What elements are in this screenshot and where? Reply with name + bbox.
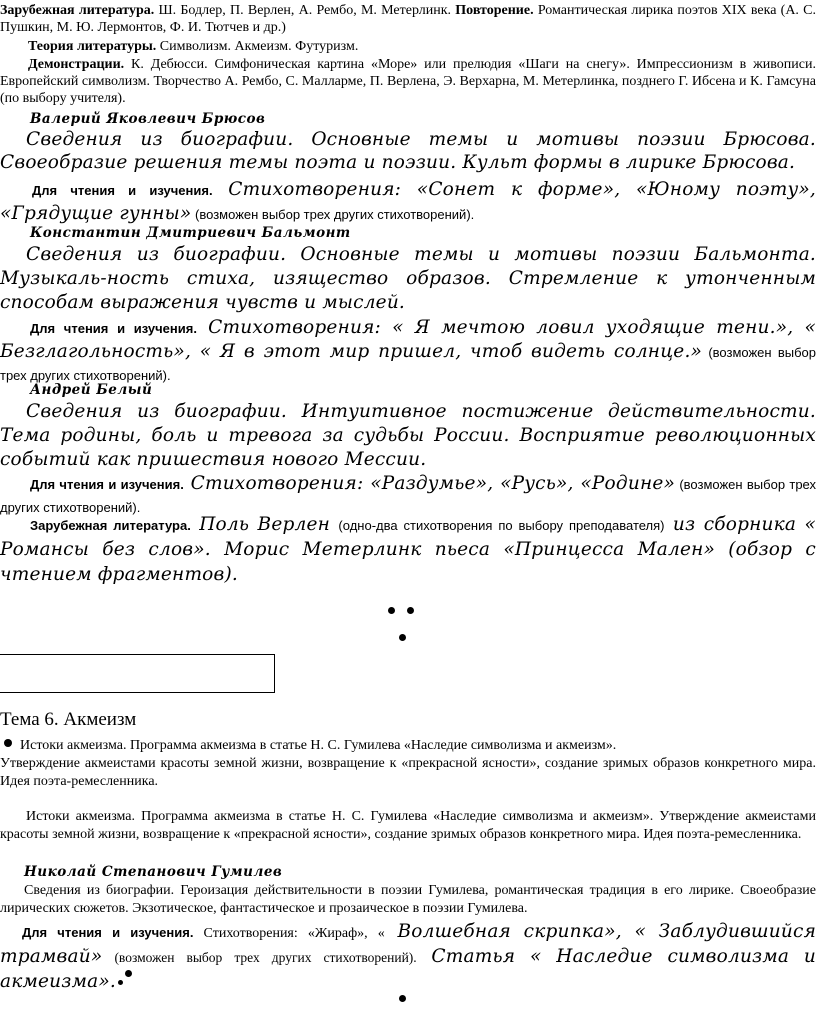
author-name-gumilev: Николай Степанович Гумилев	[24, 864, 283, 880]
verlaine-paragraph	[0, 513, 816, 588]
bely-bio: Сведения из биографии. Интуитивное постижение действительности. Тема родины, боль и тревога за судьбы России. Восприятие революционных событий как пришествия нового Мессии.	[0, 401, 816, 470]
demonstrations-text: К. Дебюсси. Симфоническая картина «Море» или прелюдия «Шаги на снегу». Импрессионизм в живописи. Европейский символизм. Творчество А. Рембо, С. Малларме, П. Верлена, Э. Верхарна, М. Метерлинка, позднего Г. Ибсена и К. Гамсуна (по выбору учителя).	[0, 57, 816, 106]
balmont-poems: Стихотворения: « Я мечтою ловил уходящие тени.», « Безглагольность», « Я в этот мир пришел, чтоб видеть солнце.»	[0, 317, 816, 362]
author-name-bely: Андрей Белый	[30, 382, 153, 398]
bullet-dot	[388, 607, 395, 614]
bryusov-reading-label: Для чтения и изучения.	[32, 183, 213, 198]
verlaine-name: Поль Верлен	[190, 514, 339, 535]
foreign-literature-paragraph	[0, 2, 816, 36]
gumilev-reading-label: Для чтения и изучения.	[22, 925, 194, 940]
balmont-bio: Сведения из биографии. Основные темы и мотивы поэзии Бальмонта. Музыкаль-ность стиха, изящество образов. Стремление к утонченным способам выражения чувств и мыслей.	[0, 244, 816, 313]
bely-poems: Стихотворения: «Раздумье», «Русь», «Родине»	[183, 473, 675, 494]
author-name-balmont: Константин Дмитриевич Бальмонт	[30, 225, 351, 241]
demonstrations-label: Демонстрации.	[28, 57, 125, 72]
balmont-reading-label: Для чтения и изучения.	[30, 321, 197, 336]
theory-paragraph	[0, 38, 816, 55]
empty-frame	[0, 654, 275, 693]
topic-title: Тема 6. Акмеизм	[0, 709, 137, 730]
balmont-reading	[0, 316, 816, 387]
theory-label: Теория литературы.	[28, 39, 157, 54]
demonstrations-paragraph	[0, 56, 816, 107]
acmeism-bullet-text: Истоки акмеизма. Программа акмеизма в статье Н. С. Гумилева «Наследие символизма и акмеизм».	[20, 738, 617, 753]
theory-text: Символизм. Акмеизм. Футуризм.	[156, 39, 359, 54]
bryusov-bio: Сведения из биографии. Основные темы и мотивы поэзии Брюсова. Своеобразие решения темы поэта и поэзии. Культ формы в лирике Брюсова.	[0, 129, 816, 173]
bryusov-note: (возможен выбор трех других стихотворений).	[191, 207, 475, 222]
acmeism-paragraph: Истоки акмеизма. Программа акмеизма в статье Н. С. Гумилева «Наследие символизма и акмеизм». Утверждение акмеистами красоты земной жизни, возвращение к «прекрасной ясности», создание зримых образов конкретного мира. Идея поэта-ремесленника.	[0, 809, 816, 842]
repetition-label: Повторение.	[455, 3, 534, 18]
gumilev-poems: Волшебная скрипка», « Заблудившийся трамвай»	[0, 921, 816, 967]
verlaine-note: (одно-два стихотворения по выбору преподавателя)	[338, 518, 665, 533]
balmont-note: (возможен выбор трех других стихотворений).	[0, 345, 816, 383]
bullet-dot	[407, 607, 414, 614]
bryusov-reading	[0, 178, 816, 226]
bullet-dot	[125, 970, 132, 977]
verlaine-collection: из сборника « Романсы без слов». Морис Метерлинк пьеса «Принцесса Мален» (обзор с чтением фрагментов).	[0, 514, 816, 585]
bullet-dot	[399, 995, 406, 1002]
gumilev-poems-start: Стихотворения: «Жираф», «	[193, 926, 385, 941]
bely-reading-label: Для чтения и изучения.	[30, 477, 184, 492]
bullet-dot	[118, 980, 123, 985]
verlaine-label: Зарубежная литература.	[30, 518, 191, 533]
repetition-text: Романтическая лирика поэтов XIX века (А. С. Пушкин, М. Ю. Лермонтов, Ф. И. Тютчев и др.)	[0, 3, 816, 35]
gumilev-note: (возможен выбор трех других стихотворений).	[102, 950, 417, 965]
gumilev-article: Статья « Наследие символизма и акмеизма».	[0, 946, 816, 992]
bryusov-poems: Стихотворения: «Сонет к форме», «Юному поэту», «Грядущие гунны»	[0, 179, 816, 224]
acmeism-line: Утверждение акмеистами красоты земной жизни, возвращение к «прекрасной ясности», создание зримых образов конкретного мира. Идея поэта-ремесленника.	[0, 756, 816, 789]
acmeism-bullet-item	[0, 737, 816, 754]
gumilev-bio: Сведения из биографии. Героизация действительности в поэзии Гумилева, романтическая традиция в его лирике. Своеобразие лирических сюжетов. Экзотическое, фантастическое и прозаическое в поэзии Гумилева.	[0, 883, 816, 916]
bely-reading	[0, 472, 816, 519]
bullet-dot	[4, 739, 12, 747]
author-name-bryusov: Валерий Яковлевич Брюсов	[30, 111, 266, 127]
gumilev-reading	[0, 920, 816, 995]
foreign-literature-text: Ш. Бодлер, П. Верлен, А. Рембо, М. Метерлинк.	[154, 3, 456, 18]
bely-note: (возможен выбор трех других стихотворений).	[0, 477, 816, 515]
bullet-dot	[399, 634, 406, 641]
foreign-literature-label: Зарубежная литература.	[0, 3, 155, 18]
